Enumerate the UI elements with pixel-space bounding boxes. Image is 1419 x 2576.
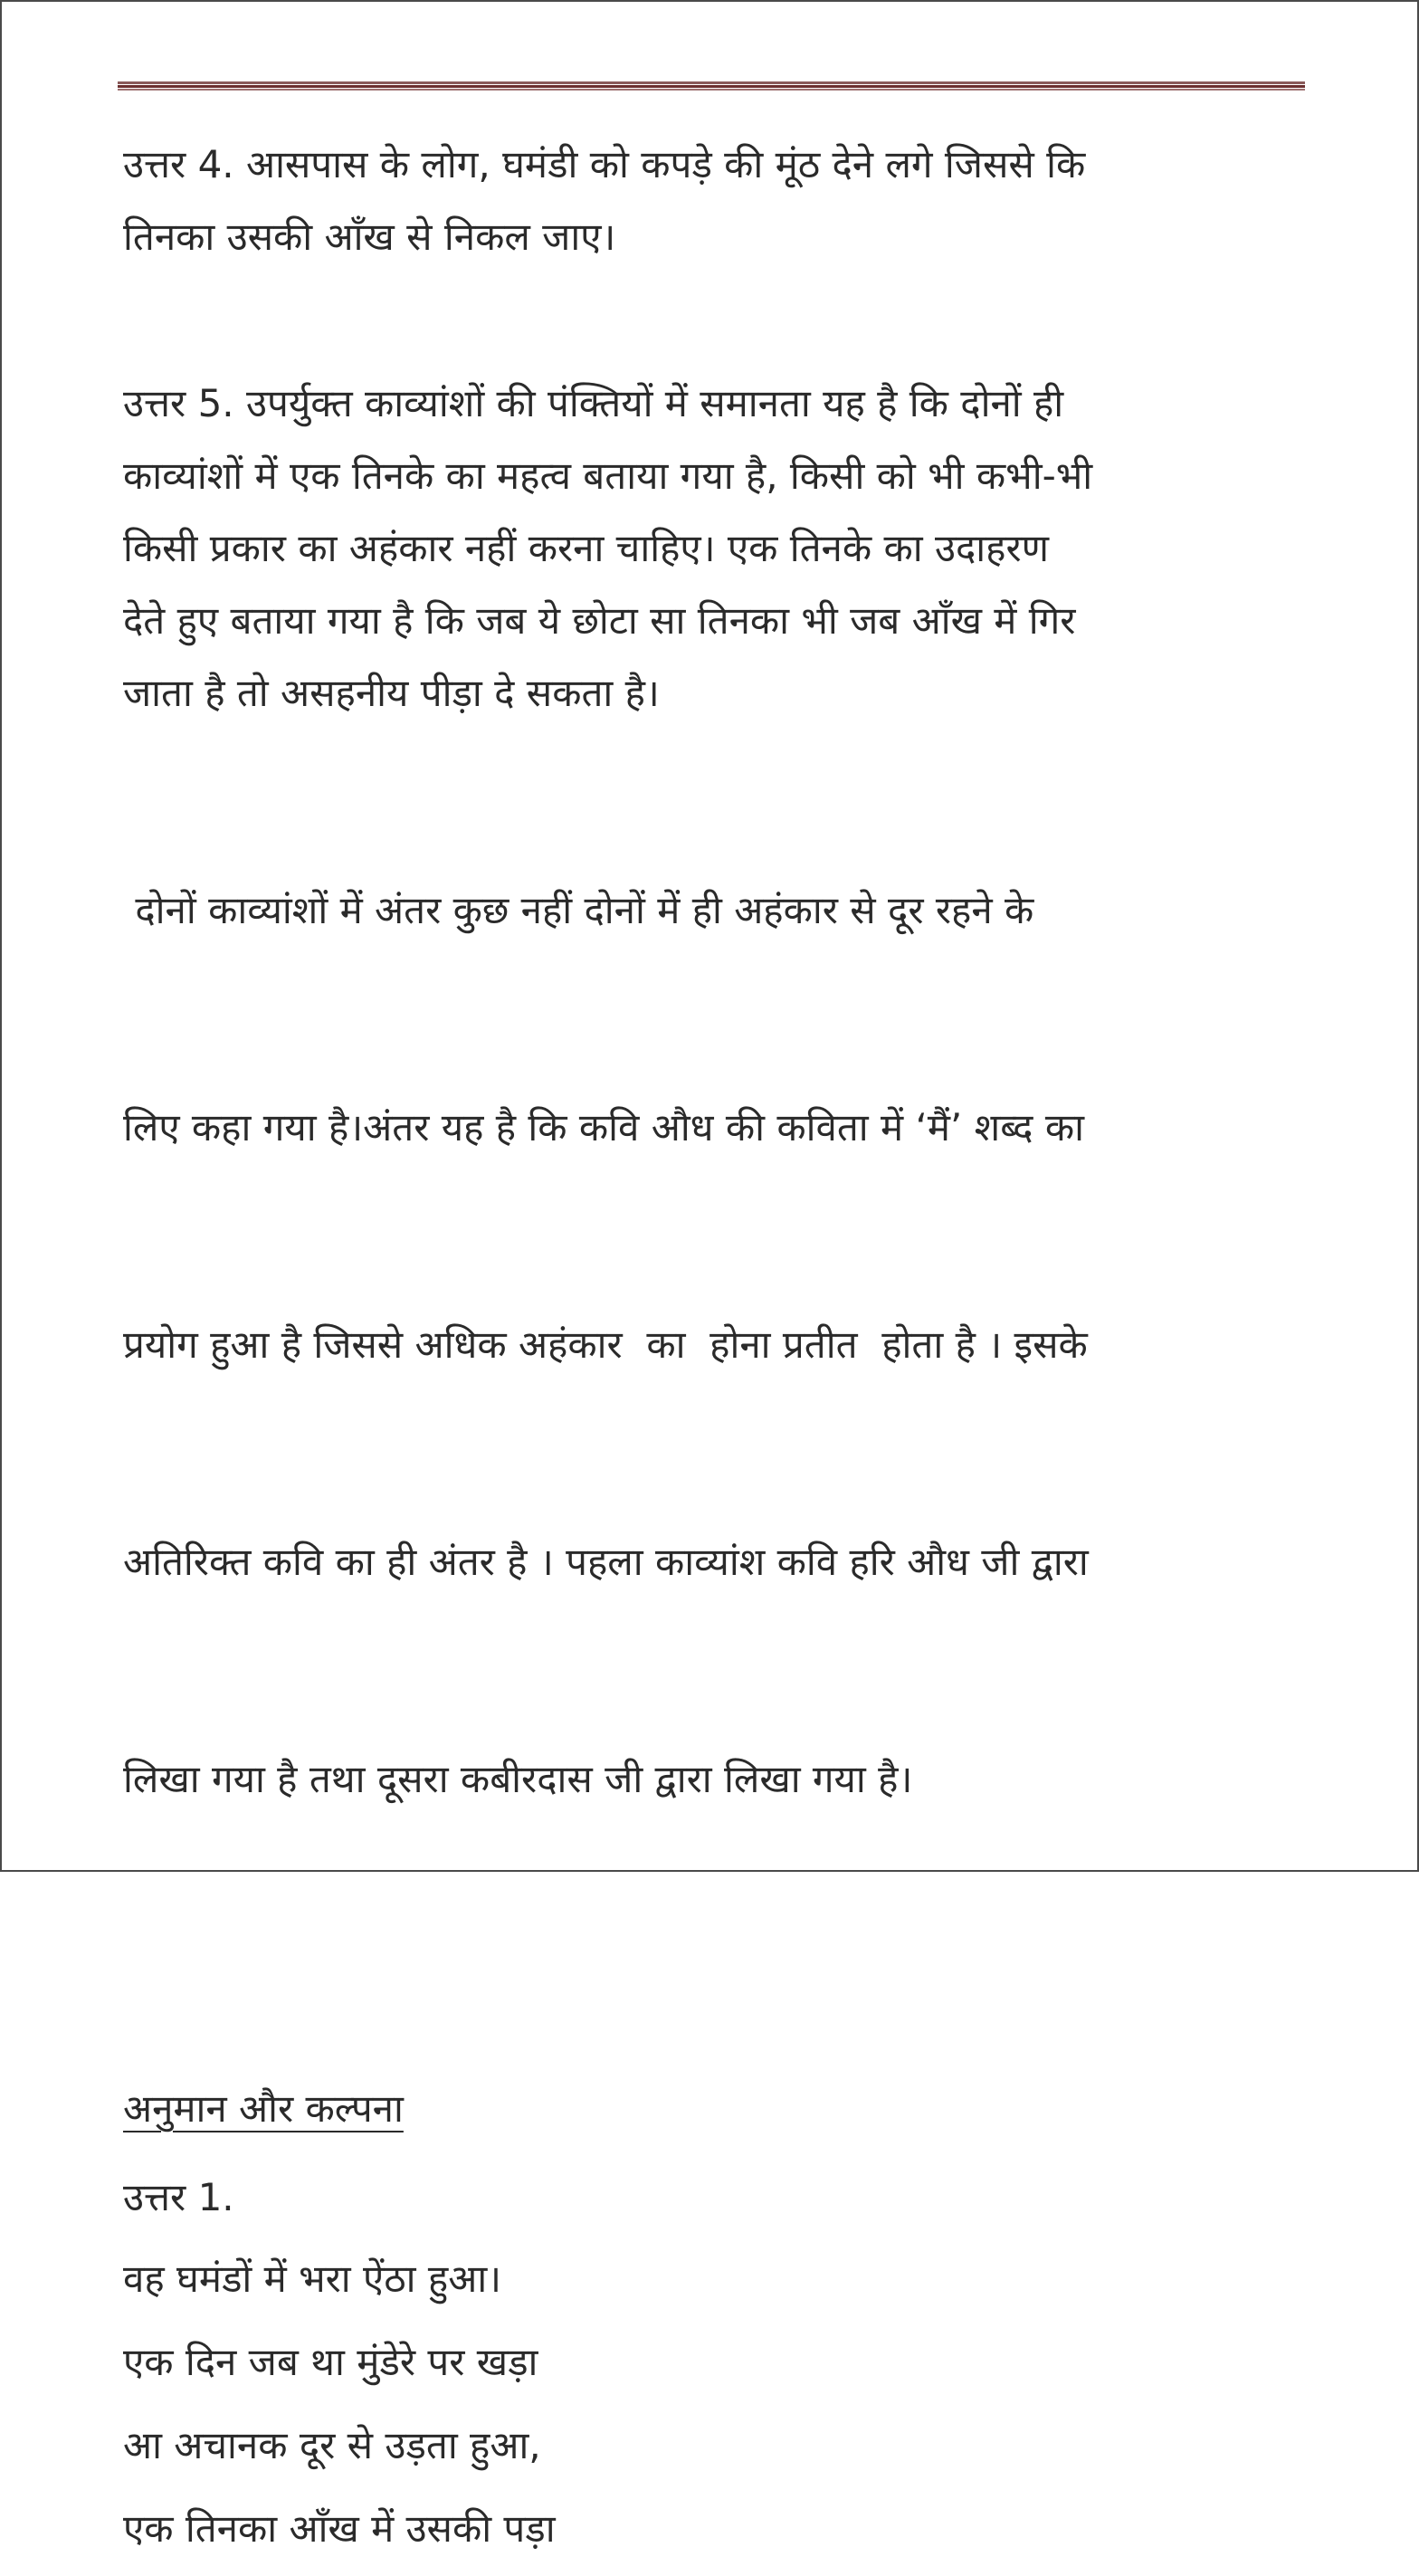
poem-line-3: आ अचानक दूर से उड़ता हुआ, [123,2423,541,2467]
answer-5-para2-line-1: दोनों काव्यांशों में अंतर कुछ नहीं दोनों में ही अहंकार से दूर रहने के [123,888,1034,932]
answer-5-paragraph-2 [123,730,1309,1961]
poem-line-2: एक दिन जब था मुंडेरे पर खड़ा [123,2340,538,2384]
poem-line-4: एक तिनका आँख में उसकी पड़ा [123,2506,556,2551]
poem-block [123,2243,1309,2576]
poem-line-1: वह घमंडों में भरा ऐंठा हुआ। [123,2256,502,2301]
header-rule [118,81,1305,91]
answer-5-para2-line-5: लिखा गया है तथा दूसरा कबीरदास जी द्वारा लिखा गया है। [123,1757,913,1801]
answer-5-para2-line-3: प्रयोग हुआ है जिससे अधिक अहंकार का होना प्रतीत होता है । इसके [123,1322,1088,1367]
answer-5-line-3: किसी प्रकार का अहंकार नहीं करना चाहिए। एक तिनके का उदाहरण [123,526,1049,570]
answer-5-line-2: काव्यांशों में एक तिनके का महत्व बताया गया है, किसी को भी कभी-भी [123,453,1093,498]
answer-4-line-1: उत्तर 4. आसपास के लोग, घमंडी को कपड़े की मूंठ देने लगे जिससे कि [123,142,1086,186]
section-heading: अनुमान और कल्पना [123,2086,404,2131]
answer-5-line-4: देते हुए बताया गया है कि जब ये छोटा सा तिनका भी जब आँख में गिर [123,598,1076,643]
header-rule-line-bottom [118,89,1305,91]
header-rule-line-top [118,81,1305,84]
header-rule-line-middle [118,85,1305,88]
answer-4-line-2: तिनका उसकी आँख से निकल जाए। [123,215,616,259]
answer-5-para2-line-4: अतिरिक्त कवि का ही अंतर है । पहला काव्यांश कवि हरि औध जी द्वारा [123,1540,1089,1584]
answer-4-paragraph [123,129,1309,273]
section-answer-label: उत्तर 1. [123,2175,234,2219]
answer-5-para2-line-2: लिए कहा गया है।अंतर यह है कि कवि औध की कविता में ‘मैं’ शब्द का [123,1105,1084,1150]
answer-5-line-5: जाता है तो असहनीय पीड़ा दे सकता है। [123,671,660,715]
answer-5-line-1: उत्तर 5. उपर्युक्त काव्यांशों की पंक्तियों में समानता यह है कि दोनों ही [123,381,1064,425]
answer-5-paragraph-1 [123,367,1309,730]
page-content [123,129,1309,2576]
